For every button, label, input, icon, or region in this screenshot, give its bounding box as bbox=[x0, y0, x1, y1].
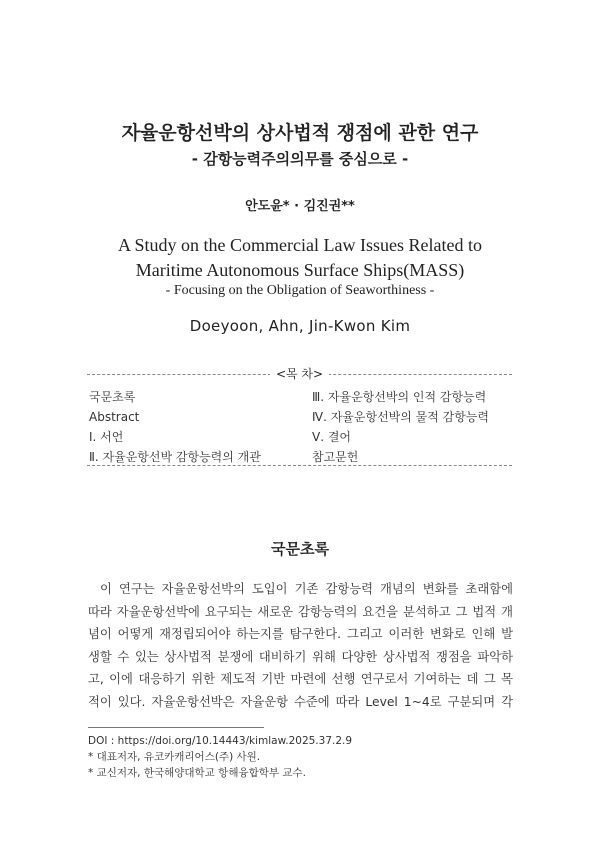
abstract-line: 따라 자율운항선박에 요구되는 새로운 감항능력의 요건을 분석하고 그 법적 개 bbox=[88, 604, 513, 619]
table-of-contents bbox=[87, 367, 512, 466]
abstract-line: 생할 수 있는 상사법적 분쟁에 대비하기 위해 다양한 상사법적 쟁점을 파악하 bbox=[88, 649, 513, 664]
toc-item[interactable]: 참고문헌 bbox=[312, 450, 359, 464]
english-title-line-1: A Study on the Commercial Law Issues Related to bbox=[118, 235, 482, 255]
english-title-line-2: Maritime Autonomous Surface Ships(MASS) bbox=[135, 260, 465, 280]
abstract-line: 념이 어떻게 재정립되어야 하는지를 탐구한다. 그리고 이러한 변화로 인해 발 bbox=[88, 627, 513, 642]
corresponding-author-footnote: * 교신저자, 한국해양대학교 항해융합학부 교수. bbox=[88, 767, 306, 779]
toc-item[interactable]: Ⅳ. 자율운항선박의 물적 감항능력 bbox=[312, 410, 490, 424]
english-authors: Doeyoon, Ahn, Jin-Kwon Kim bbox=[189, 317, 411, 335]
footnote-divider bbox=[88, 727, 264, 728]
footnotes bbox=[88, 733, 352, 781]
toc-right-column bbox=[312, 387, 489, 467]
korean-authors: 안도윤* · 김진권** bbox=[245, 199, 355, 214]
toc-item[interactable]: Ⅱ. 자율운항선박 감항능력의 개관 bbox=[89, 450, 261, 464]
toc-heading: <목 차> bbox=[87, 365, 512, 382]
abstract-heading: 국문초록 bbox=[271, 540, 329, 558]
toc-item[interactable]: Ⅰ. 서언 bbox=[89, 430, 124, 444]
abstract-body bbox=[88, 578, 513, 714]
abstract-line: 이 연구는 자율운항선박의 도입이 기존 감항능력 개념의 변화를 초래함에 bbox=[100, 582, 513, 596]
toc-item[interactable]: Ⅴ. 결어 bbox=[312, 430, 352, 444]
abstract-line: 고, 이에 대응하기 위한 제도적 기반 마련에 선행 연구로서 기여하는 데 그 목 bbox=[88, 672, 513, 687]
korean-subtitle: - 감항능력주의의무를 중심으로 - bbox=[191, 150, 409, 168]
korean-title: 자율운항선박의 상사법적 쟁점에 관한 연구 bbox=[121, 122, 479, 144]
toc-left-column bbox=[89, 387, 261, 467]
toc-item[interactable]: 국문초록 bbox=[89, 390, 136, 404]
doi-footnote[interactable]: DOI : https://doi.org/10.14443/kimlaw.2025.37.2.9 bbox=[88, 735, 353, 747]
abstract-line: 적이 있다. 자율운항선박은 자율운항 수준에 따라 Level 1~4로 구분되며 각 bbox=[88, 694, 513, 709]
toc-item[interactable]: Abstract bbox=[89, 410, 140, 424]
english-subtitle: - Focusing on the Obligation of Seaworthiness - bbox=[165, 283, 435, 298]
toc-item[interactable]: Ⅲ. 자율운항선박의 인적 감항능력 bbox=[312, 390, 487, 404]
author-footnote: * 대표저자, 유코카캐리어스(주) 사원. bbox=[88, 751, 261, 763]
